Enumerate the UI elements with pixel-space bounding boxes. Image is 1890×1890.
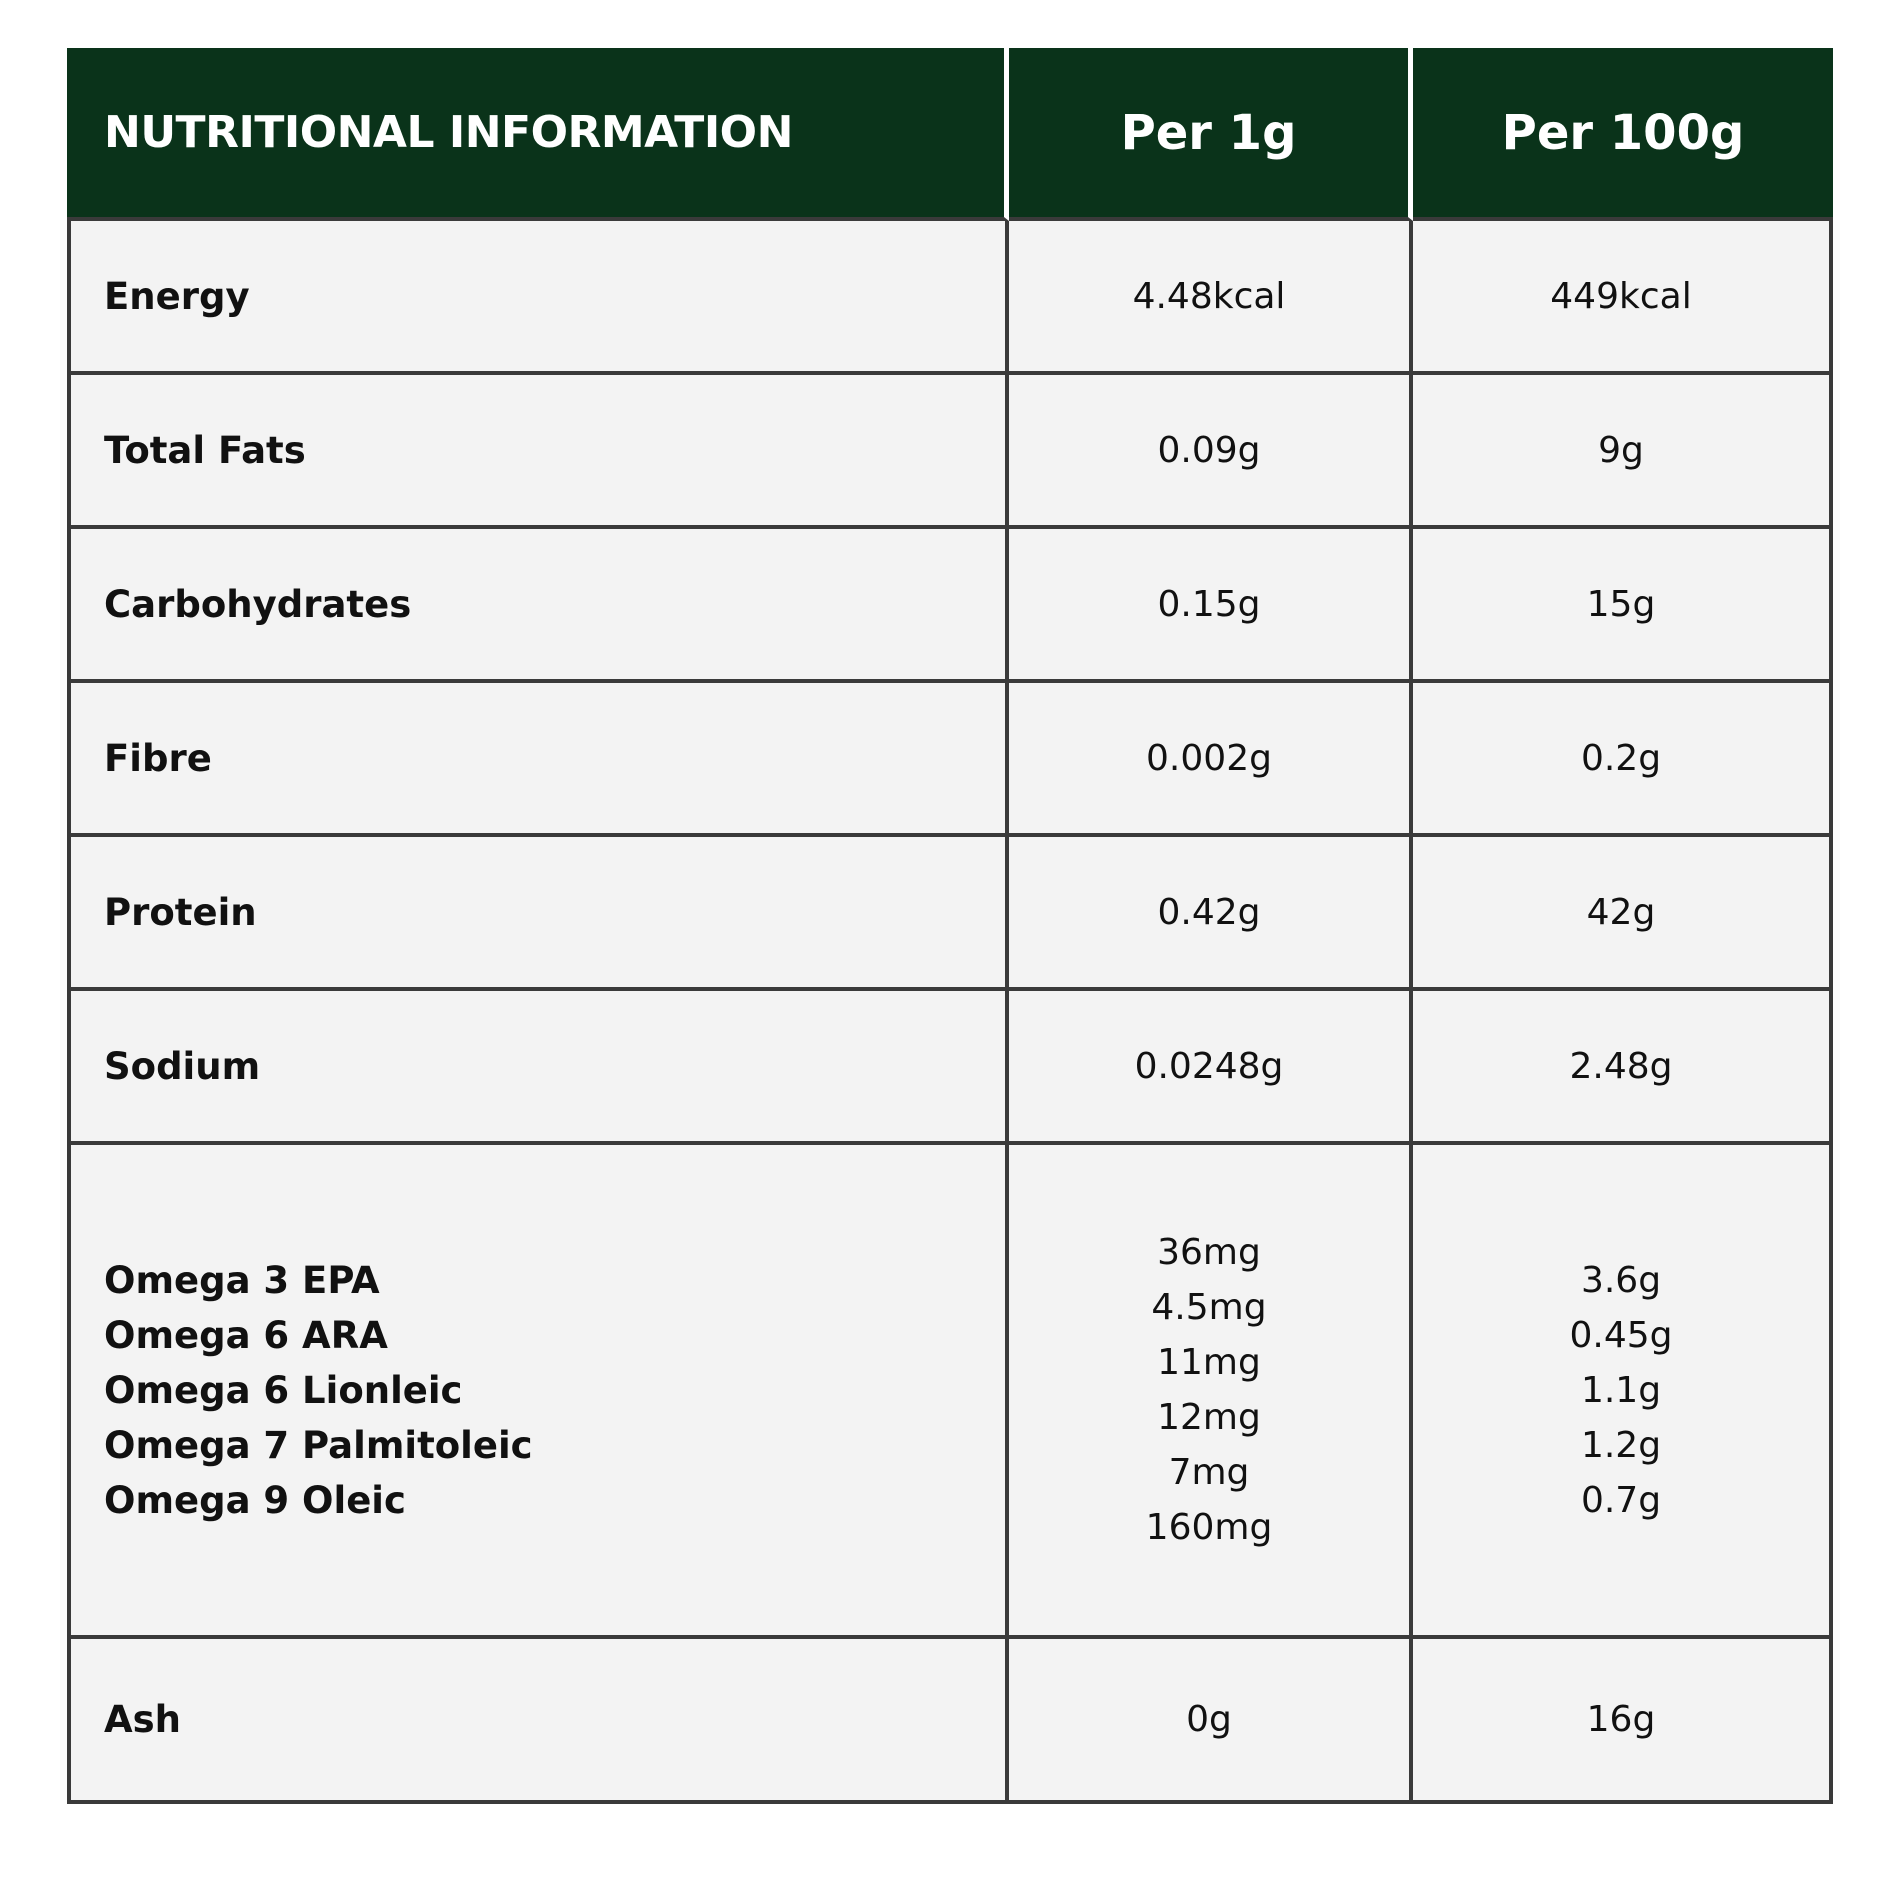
- omega-value: 11mg: [1157, 1342, 1261, 1383]
- omega-row: [67, 1145, 1833, 1639]
- table-body: [67, 221, 1833, 1804]
- omega-value: 36mg: [1157, 1232, 1261, 1273]
- table-row: [67, 529, 1833, 683]
- value-per-1g: 0.002g: [1009, 683, 1413, 837]
- nutrient-name: Fibre: [67, 683, 1009, 837]
- table-row: [67, 837, 1833, 991]
- value-per-100g: 0.2g: [1413, 683, 1833, 837]
- omega-value: 3.6g: [1580, 1259, 1662, 1301]
- value-per-100g: 2.48g: [1413, 991, 1833, 1145]
- header-title: NUTRITIONAL INFORMATION: [67, 48, 1009, 221]
- nutrient-name: Protein: [67, 837, 1009, 991]
- omega-value: 0.45g: [1569, 1314, 1673, 1356]
- value-per-100g: 42g: [1413, 837, 1833, 991]
- table-row: [67, 1639, 1833, 1804]
- value-per-1g: 0.42g: [1009, 837, 1413, 991]
- omega-value: 12mg: [1157, 1397, 1261, 1438]
- value-per-1g: 0.15g: [1009, 529, 1413, 683]
- omega-values-per-100g: [1413, 1145, 1833, 1639]
- value-per-1g: 4.48kcal: [1009, 221, 1413, 375]
- omega-value: 4.5mg: [1151, 1287, 1267, 1328]
- nutrient-name: Energy: [67, 221, 1009, 375]
- value-per-100g: 15g: [1413, 529, 1833, 683]
- omega-value: 7mg: [1168, 1452, 1250, 1493]
- omega-name: Omega 6 ARA: [104, 1313, 388, 1357]
- nutrition-table: [67, 48, 1833, 1804]
- omega-name: Omega 9 Oleic: [104, 1478, 406, 1522]
- value-per-1g: 0.0248g: [1009, 991, 1413, 1145]
- table-row: [67, 221, 1833, 375]
- nutrient-name: Sodium: [67, 991, 1009, 1145]
- omega-value: 1.2g: [1580, 1424, 1662, 1466]
- value-per-1g: 0g: [1009, 1639, 1413, 1804]
- omega-values-per-1g: [1009, 1145, 1413, 1639]
- table-header: [67, 48, 1833, 221]
- value-per-100g: 9g: [1413, 375, 1833, 529]
- table-row: [67, 375, 1833, 529]
- header-per-100g: Per 100g: [1413, 48, 1833, 221]
- omega-names: [67, 1145, 1009, 1639]
- value-per-100g: 16g: [1413, 1639, 1833, 1804]
- omega-value: 0.7g: [1580, 1479, 1662, 1521]
- value-per-100g: 449kcal: [1413, 221, 1833, 375]
- value-per-1g: 0.09g: [1009, 375, 1413, 529]
- omega-name: Omega 7 Palmitoleic: [104, 1423, 533, 1467]
- nutrient-name: Total Fats: [67, 375, 1009, 529]
- table-row: [67, 991, 1833, 1145]
- table-row: [67, 683, 1833, 837]
- nutrient-name: Ash: [67, 1639, 1009, 1804]
- omega-name: Omega 3 EPA: [104, 1258, 380, 1302]
- header-row: [67, 48, 1833, 221]
- omega-value: 160mg: [1145, 1507, 1273, 1548]
- omega-name: Omega 6 Lionleic: [104, 1368, 463, 1412]
- omega-value: 1.1g: [1580, 1369, 1662, 1411]
- header-per-1g: Per 1g: [1009, 48, 1413, 221]
- nutrient-name: Carbohydrates: [67, 529, 1009, 683]
